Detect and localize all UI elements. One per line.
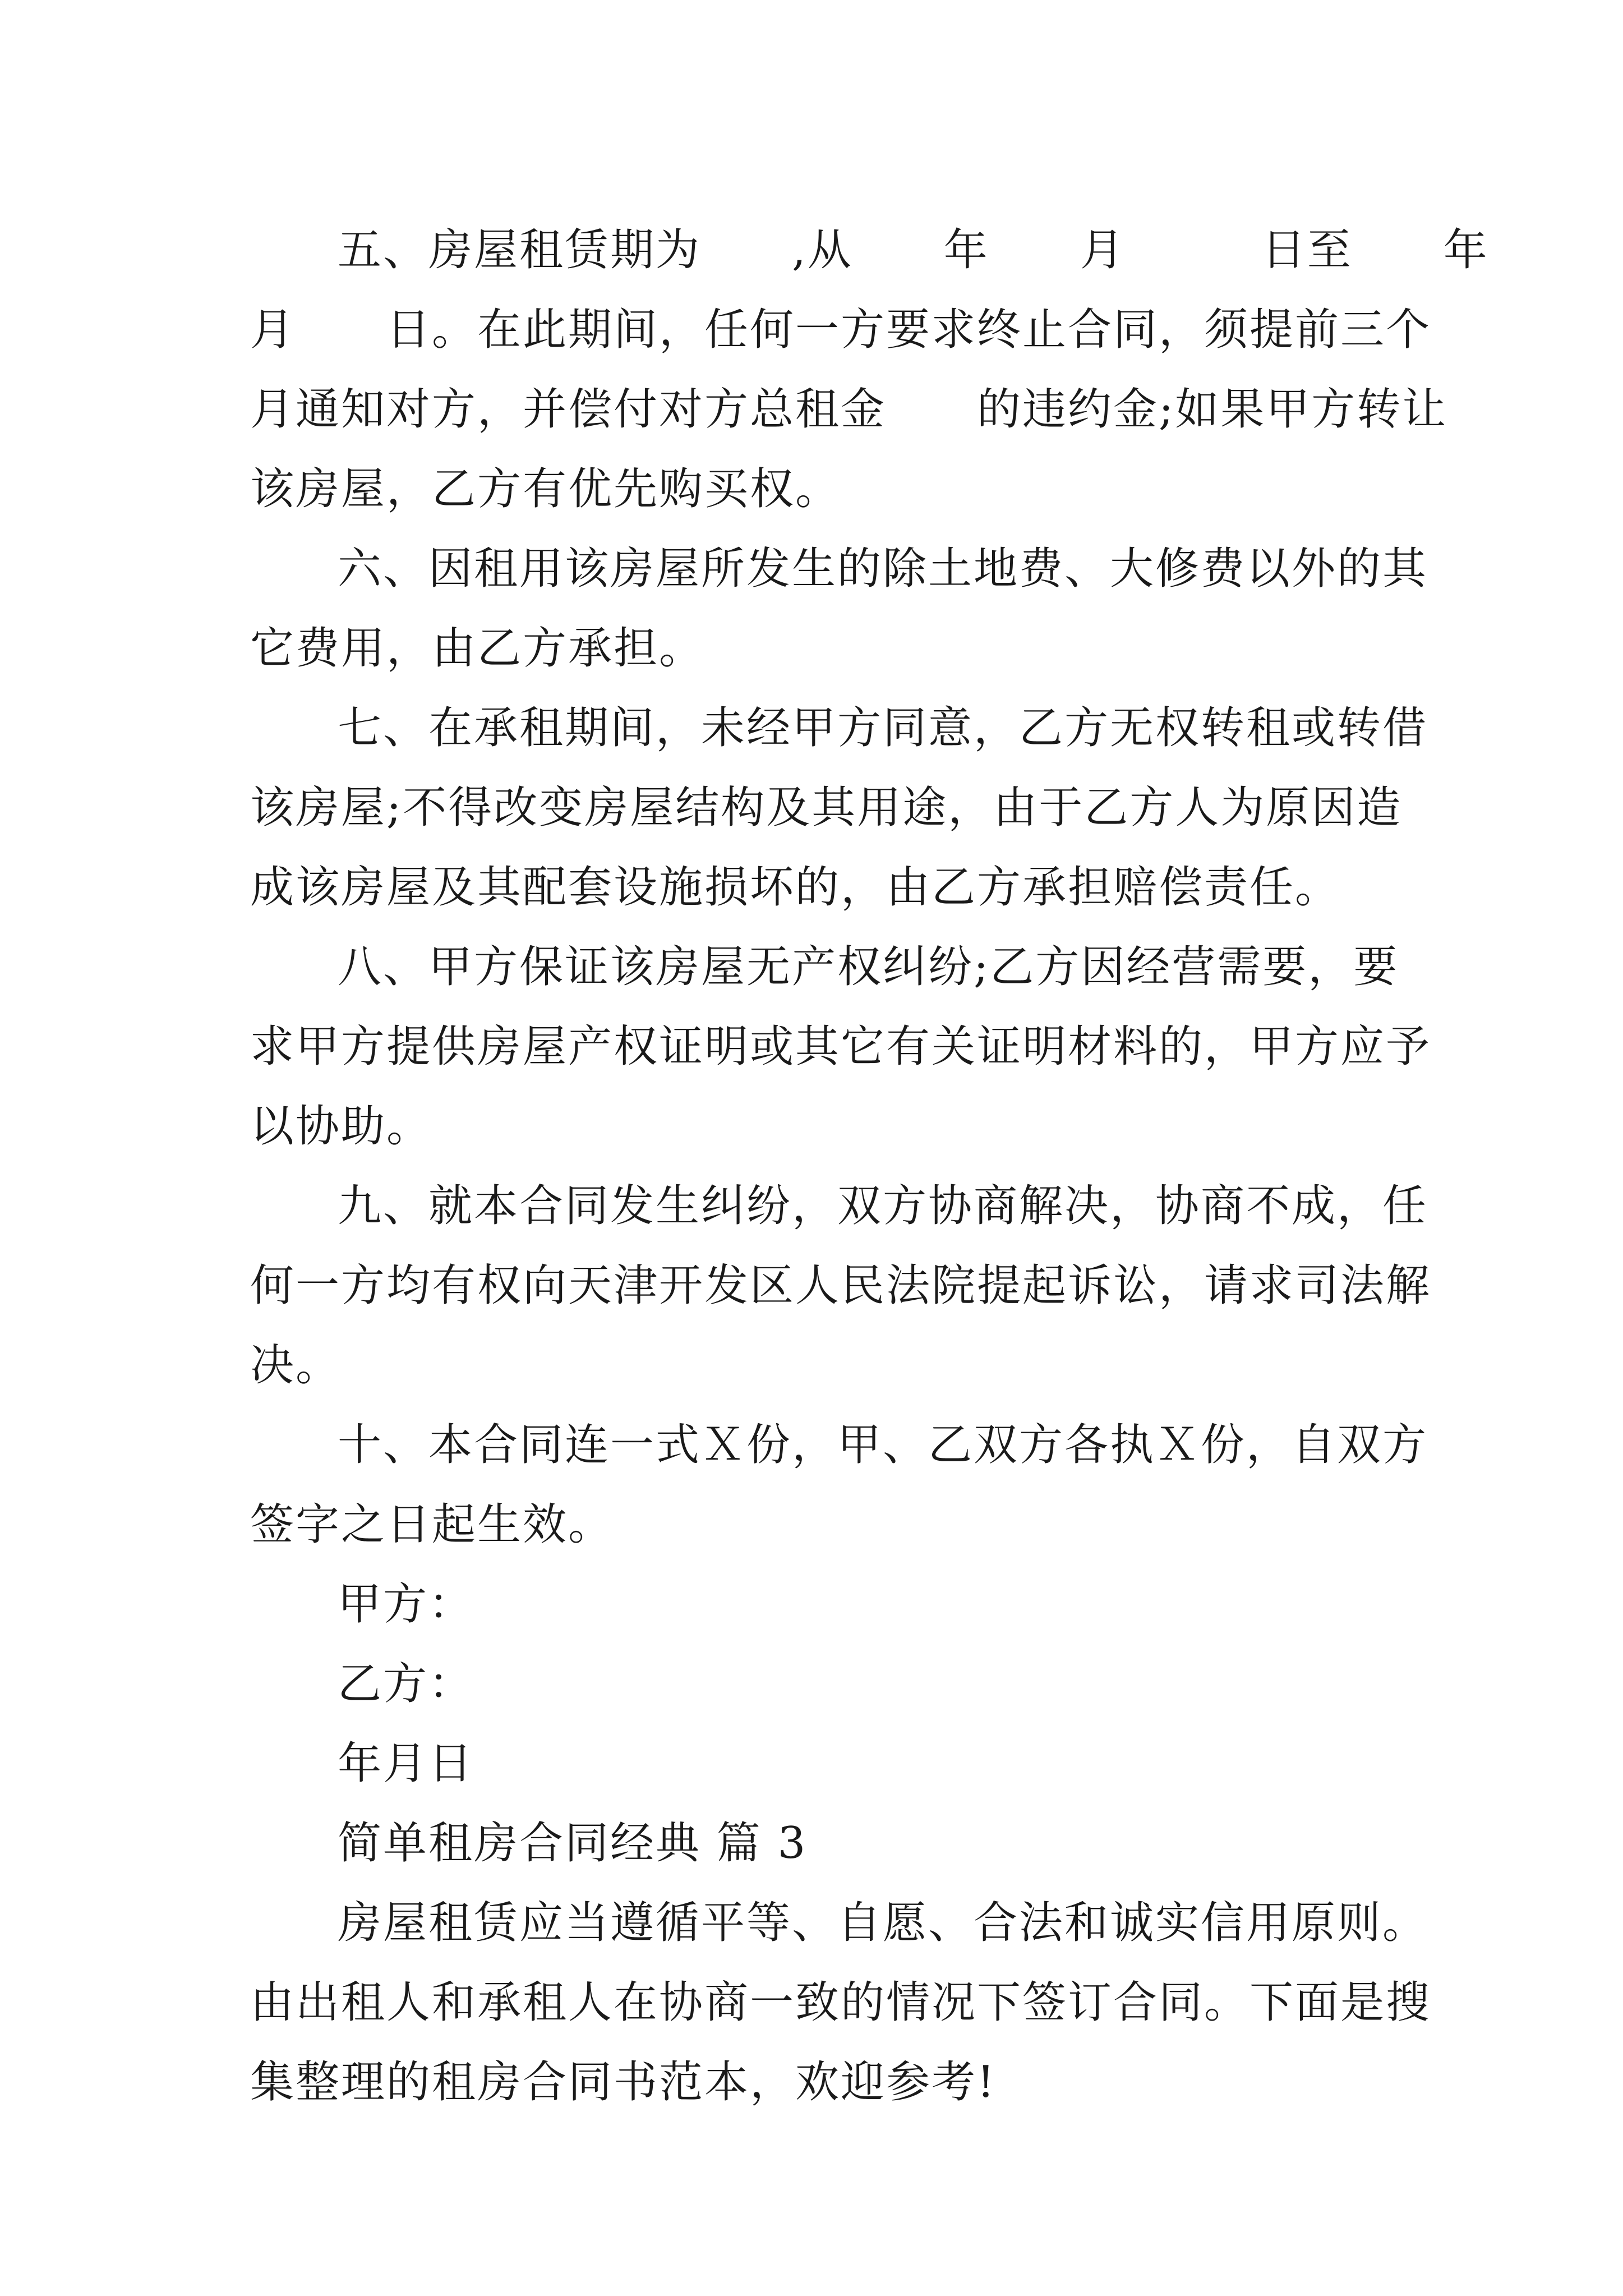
date-line: 年月日	[338, 1738, 474, 1789]
text-line: 何一方均有权向天津开发区人民法院提起诉讼，请求司法解	[250, 1260, 1432, 1311]
text-line: 以协助。	[250, 1101, 432, 1152]
text-line: 月 日。在此期间，任何一方要求终止合同，须提前三个	[250, 305, 1432, 355]
text-line: 月通知对方，并偿付对方总租金 的违约金;如果甲方转让	[250, 384, 1448, 435]
section-heading: 简单租房合同经典 篇 3	[338, 1818, 808, 1869]
clause-10	[250, 1405, 1428, 1565]
document-body	[250, 210, 1489, 2122]
clause-8	[250, 927, 1432, 1166]
intro-paragraph	[250, 1883, 1432, 2122]
text-line: 七、在承租期间，未经甲方同意，乙方无权转租或转借	[338, 703, 1428, 753]
text-line: 八、甲方保证该房屋无产权纠纷;乙方因经营需要，要	[338, 942, 1399, 992]
party-a-signature-label: 甲方：	[338, 1579, 474, 1630]
party-b-signature-label: 乙方：	[338, 1659, 474, 1709]
text-line: 它费用，由乙方承担。	[250, 623, 705, 674]
text-line: 十、本合同连一式Ｘ份，甲、乙双方各执Ｘ份，自双方	[338, 1420, 1428, 1470]
text-line: 由出租人和承租人在协商一致的情况下签订合同。下面是搜	[250, 1977, 1432, 2028]
text-line: 九、就本合同发生纠纷，双方协商解决，协商不成，任	[338, 1181, 1428, 1231]
text-line: 六、因租用该房屋所发生的除土地费、大修费以外的其	[338, 544, 1428, 594]
text-line: 决。	[250, 1340, 342, 1391]
clause-7	[250, 688, 1428, 927]
text-line: 签字之日起生效。	[250, 1499, 614, 1550]
text-line: 成该房屋及其配套设施损坏的，由乙方承担赔偿责任。	[250, 862, 1341, 913]
text-line: 集整理的租房合同书范本，欢迎参考!	[250, 2057, 997, 2108]
text-line: 五、房屋租赁期为 ,从 年 月 日至 年	[338, 225, 1489, 275]
clause-6	[250, 529, 1428, 688]
text-line: 房屋租赁应当遵循平等、自愿、合法和诚实信用原则。	[338, 1898, 1428, 1948]
clause-5	[250, 210, 1489, 529]
text-line: 该房屋;不得改变房屋结构及其用途，由于乙方人为原因造	[250, 783, 1403, 833]
text-line: 该房屋，乙方有优先购买权。	[250, 464, 841, 514]
clause-9	[250, 1166, 1432, 1405]
text-line: 求甲方提供房屋产权证明或其它有关证明材料的，甲方应予	[250, 1022, 1432, 1072]
